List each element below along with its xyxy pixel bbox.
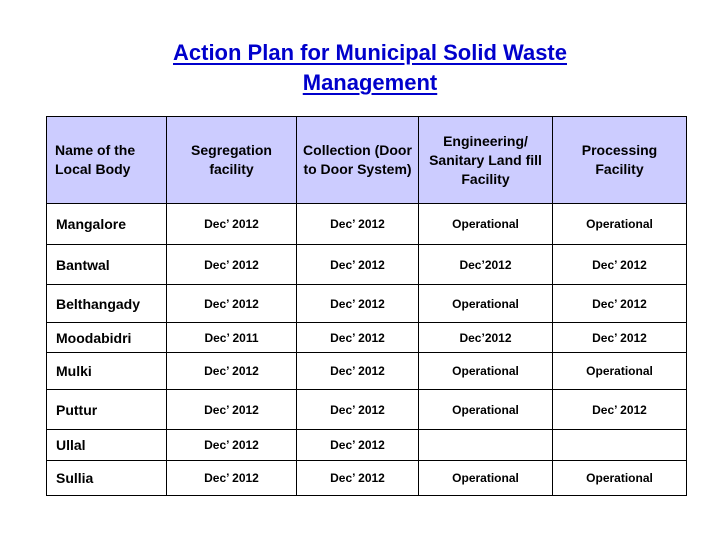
cell-collection: Dec’ 2012 xyxy=(297,390,419,430)
table-row xyxy=(47,461,687,496)
action-plan-table xyxy=(46,116,687,496)
header-collection: Collection (Door to Door System) xyxy=(297,117,419,204)
cell-local-body: Puttur xyxy=(47,390,167,430)
header-processing: Processing Facility xyxy=(553,117,687,204)
table-row xyxy=(47,430,687,461)
table-row xyxy=(47,245,687,285)
cell-collection: Dec’ 2012 xyxy=(297,245,419,285)
cell-landfill: Operational xyxy=(419,285,553,323)
cell-segregation: Dec’ 2012 xyxy=(167,204,297,245)
title-line-2: Management xyxy=(302,70,438,95)
cell-landfill: Operational xyxy=(419,461,553,496)
cell-collection: Dec’ 2012 xyxy=(297,204,419,245)
cell-local-body: Moodabidri xyxy=(47,323,167,353)
cell-landfill: Dec’2012 xyxy=(419,245,553,285)
cell-processing: Dec’ 2012 xyxy=(553,245,687,285)
cell-processing: Operational xyxy=(553,204,687,245)
cell-segregation: Dec’ 2011 xyxy=(167,323,297,353)
cell-segregation: Dec’ 2012 xyxy=(167,430,297,461)
table-row xyxy=(47,353,687,390)
cell-local-body: Sullia xyxy=(47,461,167,496)
cell-landfill xyxy=(419,430,553,461)
header-row xyxy=(47,117,687,204)
table-row xyxy=(47,323,687,353)
cell-processing: Dec’ 2012 xyxy=(553,390,687,430)
cell-local-body: Mangalore xyxy=(47,204,167,245)
cell-local-body: Belthangady xyxy=(47,285,167,323)
title-line-1: Action Plan for Municipal Solid Waste xyxy=(173,40,567,65)
cell-segregation: Dec’ 2012 xyxy=(167,390,297,430)
cell-processing: Operational xyxy=(553,461,687,496)
page-title xyxy=(60,38,680,98)
table-row xyxy=(47,204,687,245)
table-row xyxy=(47,285,687,323)
cell-processing: Dec’ 2012 xyxy=(553,323,687,353)
cell-segregation: Dec’ 2012 xyxy=(167,461,297,496)
cell-processing: Dec’ 2012 xyxy=(553,285,687,323)
header-local-body: Name of the Local Body xyxy=(47,117,167,204)
header-landfill: Engineering/ Sanitary Land fill Facility xyxy=(419,117,553,204)
cell-processing xyxy=(553,430,687,461)
table-row xyxy=(47,390,687,430)
header-segregation: Segregation facility xyxy=(167,117,297,204)
cell-collection: Dec’ 2012 xyxy=(297,353,419,390)
cell-collection: Dec’ 2012 xyxy=(297,285,419,323)
cell-segregation: Dec’ 2012 xyxy=(167,245,297,285)
cell-collection: Dec’ 2012 xyxy=(297,461,419,496)
cell-landfill: Operational xyxy=(419,390,553,430)
cell-local-body: Mulki xyxy=(47,353,167,390)
cell-landfill: Dec’2012 xyxy=(419,323,553,353)
cell-landfill: Operational xyxy=(419,353,553,390)
cell-local-body: Bantwal xyxy=(47,245,167,285)
cell-collection: Dec’ 2012 xyxy=(297,323,419,353)
table-body xyxy=(47,204,687,496)
cell-collection: Dec’ 2012 xyxy=(297,430,419,461)
cell-landfill: Operational xyxy=(419,204,553,245)
cell-segregation: Dec’ 2012 xyxy=(167,353,297,390)
cell-local-body: Ullal xyxy=(47,430,167,461)
cell-segregation: Dec’ 2012 xyxy=(167,285,297,323)
cell-processing: Operational xyxy=(553,353,687,390)
